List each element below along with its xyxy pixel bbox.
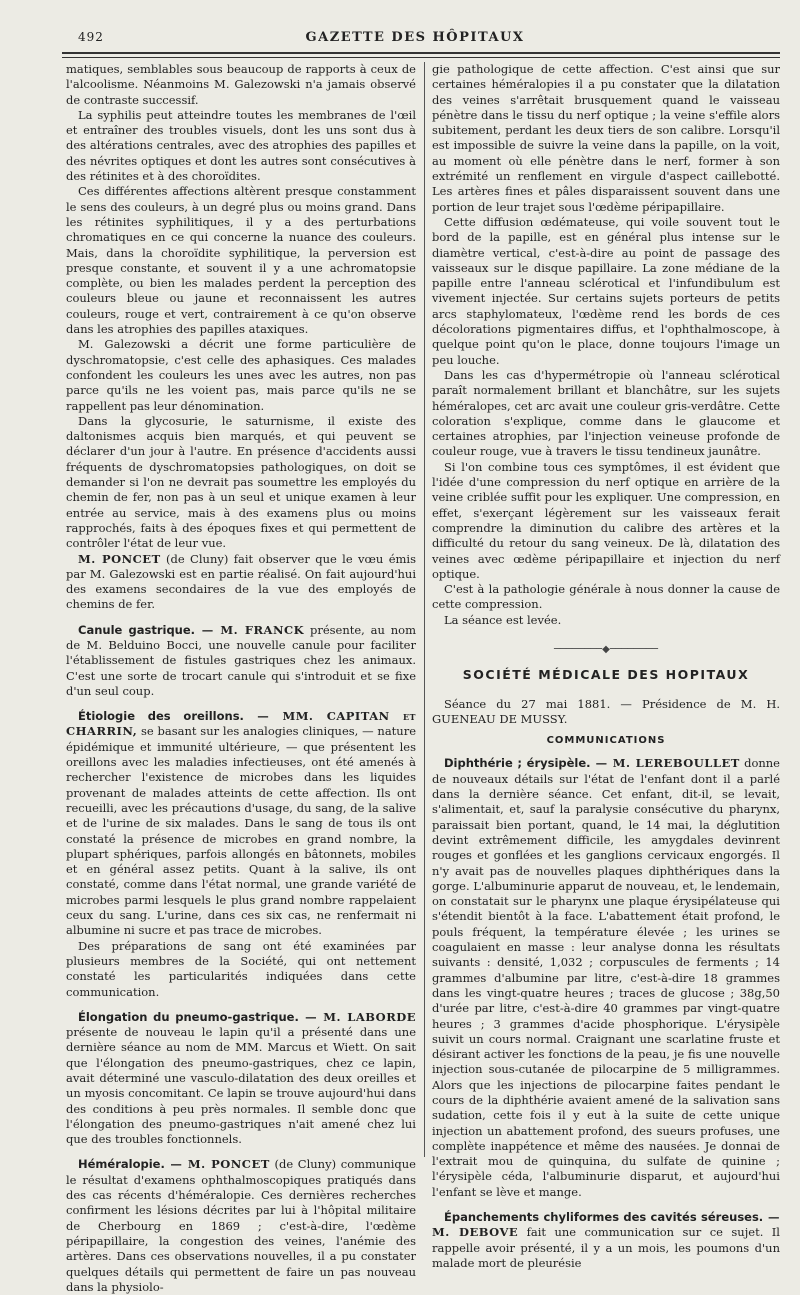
page-number: 492 bbox=[78, 30, 104, 44]
speaker-name: — M. FRANCK bbox=[195, 622, 305, 637]
paragraph: C'est à la pathologie générale à nous donner la cause de cette compression. bbox=[432, 582, 780, 612]
section-heading: Canule gastrique. bbox=[78, 622, 196, 637]
paragraph: M. PONCET (de Cluny) fait observer que le vœu émis par M. Galezowski est en partie réalisé. On fait aujourd'hui des examens secondaires de la vue des employés de chemins de fer. bbox=[66, 551, 416, 612]
paragraph: Dans les cas d'hypermétropie où l'anneau sclérotical paraît normalement brillant et blanchâtre, sur les sujets héméralopes, cet arc avait une couleur gris-verdâtre. Cette coloration s'explique, comme dans le glaucome et certaines atrophies, par l'injection veineuse profonde de couleur rouge, vue à travers le tissu tendineux jaunâtre. bbox=[432, 367, 780, 459]
paragraph: La séance est levée. bbox=[444, 612, 562, 627]
paragraph: Si l'on combine tous ces symptômes, il est évident que l'idée d'une compression du nerf optique en arrière de la veine criblée suffit pour les expliquer. Une compression, en effet, s'exerçant légèrement sur les vaisseaux ferait comprendre la diminution du calibre des artères et la difficulté du retour du sang veineux. De là, dilatation des veines avec œdème péripapillaire et injection du nerf optique. bbox=[432, 459, 780, 581]
section-heading: Héméralopie. bbox=[78, 1157, 165, 1172]
section-oreillons: Étiologie des oreillons. — MM. CAPITAN et CHARRIN, se basant sur les analogies cliniques, — nature épidémique et immunité ultérieure, — que présentent les oreillons avec les maladies infectieuses, ont été amenés à rechercher l'existence de microbes dans les liquides provenant de malades atteints de cette affection. Ils ont recueilli, avec les précautions d'usage, du sang, de la salive et de l'urine de six malades. Dans le sang de tous ils ont constaté la présence de microbes en grand nombre, la plupart sphériques, parfois allongés en bâtonnets, mobiles et en général assez petits. Quant à la salive, ils ont constaté, comme dans l'état normal, une grande variété de microbes parmi lesquels le plus grand nombre rappelaient ceux du sang. L'urine, dans ces six cas, ne renfermait ni albumine ni sucre et pas trace de microbes. bbox=[66, 709, 416, 938]
subsection-title: COMMUNICATIONS bbox=[546, 735, 666, 747]
speaker-name: — M. LABORDE bbox=[298, 1009, 416, 1024]
section-heading: Élongation du pneumo-gastrique. bbox=[78, 1009, 299, 1024]
speaker-name: — M. PONCET bbox=[164, 1157, 270, 1172]
section-hemeralopie: Héméralopie. — M. PONCET (de Cluny) communique le résultat d'examens ophthalmoscopiques pratiqués dans des cas récents d'héméralopie. Ces dernières recherches confirment les lésions décrites par lui à l'hôpital militaire de Cherbourg en 1869 ; c'est-à-dire, l'œdème péripapillaire, la congestion des veines, l'anémie des artères. Dans ces observations nouvelles, il a pu constater quelques détails qui permettent de faire un pas nouveau dans la physiolo- bbox=[66, 1157, 416, 1294]
section-heading: Épanchements chyliformes des cavités séreuses. bbox=[444, 1210, 764, 1225]
section-epanchements: Épanchements chyliformes des cavités séreuses. — M. DEBOVE fait une communication sur ce sujet. Il rappelle avoir présenté, il y a un mois, les poumons d'un malade mort de pleurésie bbox=[432, 1210, 780, 1270]
header-rule-thin bbox=[62, 57, 780, 58]
section-heading: Diphthérie ; érysipèle. bbox=[444, 756, 591, 771]
speaker-name: — M. DEBOVE bbox=[432, 1210, 780, 1240]
paragraph: Dans la glycosurie, le saturnisme, il existe des daltonismes acquis bien marqués, et qui peuvent se déclarer d'un jour à l'autre. En présence d'accidents aussi fréquents de dyschromatopsies pathologiques, on doit se demander si l'on ne devrait pas soumettre les employés du chemin de fer, non pas à un seul et unique examen à leur entrée au service, mais à des examens plus ou moins rapprochés, faits à des époques fixes et qui permettent de contrôler l'état de leur vue. bbox=[66, 413, 416, 551]
paragraph: La syphilis peut atteindre toutes les membranes de l'œil et entraîner des troubles visuels, dont les uns sont dus à des altérations centrales, avec des atrophies des papilles et des névrites optiques et dont les autres sont consécutives à des rétinites et à des choroïdites. bbox=[66, 107, 416, 184]
right-column bbox=[432, 62, 780, 1271]
paragraph: Ces différentes affections altèrent presque constamment le sens des couleurs, à un degré plus ou moins grand. Dans les rétinites syphilitiques, il y a des perturbations chromatiques en ce qui concerne la nuance des couleurs. Mais, dans la choroïdite syphilitique, la perversion est presque constante, et souvent il y a une achromatopsie complète, ou bien les malades perdent la perception des couleurs bleue ou jaune et reconnaissent les autres couleurs, rouge et vert, contrairement à ce qu'on observe dans les atrophies des papilles ataxiques. bbox=[66, 184, 416, 337]
paragraph: M. Galezowski a décrit une forme particulière de dyschromatopsie, c'est celle des aphasiques. Ces malades confondent les couleurs les unes avec les autres, non pas parce qu'ils ne les voient pas, mais parce qu'ils ne se rappellent pas leur dénomination. bbox=[66, 337, 416, 413]
left-column bbox=[66, 62, 416, 1295]
section-title: SOCIÉTÉ MÉDICALE DES HOPITAUX bbox=[462, 667, 750, 683]
section-heading: Étiologie des oreillons. bbox=[78, 709, 244, 724]
section-canule: Canule gastrique. — M. FRANCK présente, au nom de M. Belduino Bocci, une nouvelle canule pour faciliter l'établissement de fistules gastriques chez les animaux. C'est une sorte de trocart canule qui s'introduit et se fixe d'un seul coup. bbox=[66, 622, 417, 698]
ornament-divider: ────────◆──────── bbox=[553, 643, 659, 655]
paragraph: Cette diffusion œdémateuse, qui voile souvent tout le bord de la papille, est en général plus intense sur le diamètre vertical, c'est-à-dire au point de passage des vaisseaux sur le disque papillaire. La zone médiane de la papille entre l'anneau sclérotical et l'infundibulum est vivement injectée. Sur certains sujets porteurs de petits arcs staphylomateux, l'œdème rend les bords de ces décolorations pigmentaires diffus, et l'ophthalmoscope, à quelque point qu'on le place, donne toujours l'image un peu louche. bbox=[432, 214, 780, 367]
paragraph: matiques, semblables sous beaucoup de rapports à ceux de l'alcoolisme. Néanmoins M. Galezowski n'a jamais observé de contraste successif. bbox=[66, 62, 416, 107]
page-header bbox=[60, 30, 770, 48]
section-diphtherie: Diphthérie ; érysipèle. — M. LEREBOULLET donne de nouveaux détails sur l'état de l'enfant dont il a parlé dans la dernière séance. Cet enfant, dit-il, se levait, s'alimentait, et, sauf la paralysie consécutive du pharynx, paraissait bien portant, quand, le 14 mai, la déglutition devint extrêmement difficile, les amygdales devinrent rouges et gonflées et les ganglions cervicaux engorgés. Il n'y avait pas de nouvelles plaques diphthériques dans la gorge. L'albuminurie apparut de nouveau, et, le lendemain, on constatait sur le pharynx une plaque érysipélateuse qui s'étendit bientôt à la face. L'abattement était profond, le pouls fréquent, la température élevée ; les urines se coagulaient en masse : leur analyse donna les résultats suivants : densité, 1,032 ; corpuscules de ferments ; 14 grammes d'albumine par litre, c'est-à-dire 18 grammes dans les vingt-quatre heures ; traces de glucose ; 38g,50 d'urée par litre, c'est-à-dire 40 grammes par vingt-quatre heures ; 3 grammes d'acide phosphorique. L'érysipèle suivit un cours normal. Craignant une scarlatine fruste et désirant activer les fonctions de la peau, je fis une nouvelle injection sous-cutanée de pilocarpine de 5 milligrammes. Alors que les injections de pilocarpine faites pendant le cours de la diphthérie avaient amené de la salivation sans sudation, cette fois il y eut à la suite de cette unique injection un abattement profond, des sueurs profuses, une complète inappétence et même des nausées. Je donnai de l'extrait mou de quinquina, du sulfate de quinine ; l'érysipèle céda, l'albuminurie disparut, et aujourd'hui l'enfant se lève et mange. bbox=[432, 756, 780, 1199]
speaker-name: M. PONCET bbox=[78, 551, 161, 566]
paragraph: Des préparations de sang ont été examinées par plusieurs membres de la Société, qui ont nettement constaté les particularités indiquées dans cette communication. bbox=[66, 938, 416, 999]
seance-line: Séance du 27 mai 1881. — Présidence de M. H. GUENEAU DE MUSSY. bbox=[432, 696, 780, 726]
journal-title: GAZETTE DES HÔPITAUX bbox=[305, 30, 525, 45]
section-elongation: Élongation du pneumo-gastrique. — M. LABORDE présente de nouveau le lapin qu'il a présenté dans une dernière séance au nom de MM. Marcus et Wiett. On sait que l'élongation des pneumo-gastriques, chez ce lapin, avait déterminé une vasculo-dilatation des deux oreilles et un myosis concomitant. Ce lapin se trouve aujourd'hui dans des conditions à peu près normales. Il semble donc que l'élongation des pneumo-gastriques n'ait amené chez lui que des troubles fonctionnels. bbox=[66, 1009, 416, 1147]
header-rule bbox=[62, 52, 780, 54]
speaker-name: — MM. CAPITAN et CHARRIN, bbox=[66, 709, 416, 739]
speaker-name: — M. LEREBOULLET bbox=[590, 756, 740, 771]
column-divider bbox=[424, 62, 425, 1157]
paragraph: gie pathologique de cette affection. C'est ainsi que sur certaines héméralopies il a pu constater que la dilatation des veines s'arrêtait brusquement quand le vaisseau pénètre dans le tissu du nerf optique ; la veine s'effile alors subitement, perdant les deux tiers de son calibre. Lorsqu'il est impossible de suivre la veine dans la papille, on la voit, au moment où elle pénètre dans le nerf, former à son extrémité un renflement en virgule d'aspect caillebotté. Les artères fines et pâles disparaissent souvent dans une portion de leur trajet sous l'œdème péripapillaire. bbox=[432, 62, 780, 214]
